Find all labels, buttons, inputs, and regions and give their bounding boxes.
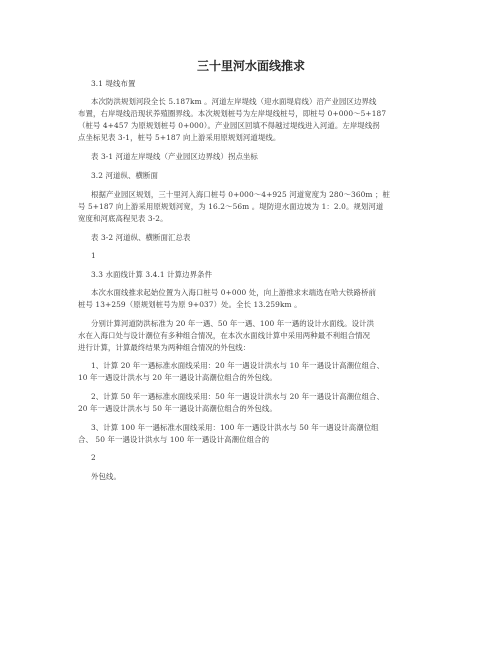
list-item-line: 合、 50 年一遇设计洪水与 100 年一遇设计高潮位组合的 — [78, 435, 270, 444]
paragraph-line: 根据产业园区规划，三十里河入海口桩号 0+000～4+925 河道宽度为 280～360m ；桩 — [91, 190, 390, 199]
section-heading: 3.1 堤线布置 — [91, 79, 136, 88]
table-caption: 表 3-1 河道左岸堤线（产业园区边界线）拐点坐标 — [91, 152, 258, 161]
list-item-line: 20 年一遇设计洪水与 50 年一遇设计高潮位组合的外包线。 — [78, 404, 277, 413]
paragraph-line: （桩号 4+457 为原规划桩号 0+000）。产业园区回填不得越过堤线进入河道。左岸堤线拐 — [78, 121, 380, 130]
list-item-line: 3、计算 100 年一遇标准水面线采用：100 年一遇设计洪水与 50 年一遇设计高潮位组 — [91, 423, 379, 432]
paragraph-line: 桩号 13+259（原规划桩号为原 9+037）处。全长 13.259km 。 — [78, 300, 302, 309]
paragraph-line: 点坐标见表 3-1，桩号 5+187 向上游采用原规划河道堤线。 — [78, 133, 281, 142]
table-caption: 表 3-2 河道纵、横断面汇总表 — [91, 233, 191, 242]
paragraph-line: 号 5+187 向上游采用原规划河宽，为 16.2～56m 。堤防迎水面边坡为 1：2.0。规划河道 — [78, 202, 384, 211]
paragraph-line: 布置，右岸堤线沿现状养殖圈界线。本次规划桩号为左岸堤线桩号，即桩号 0+000～5+187 — [78, 109, 387, 118]
paragraph-line: 进行计算，计算最终结果为两种组合情况的外包线： — [78, 343, 251, 352]
page-number: 1 — [91, 251, 96, 260]
list-item-line: 1、计算 20 年一遇标准水面线采用：20 年一遇设计洪水与 10 年一遇设计高潮位组合、 — [91, 361, 385, 370]
paragraph-line: 水在入海口处与设计潮位有多种组合情况，在本次水面线计算中采用两种最不利组合情况 — [78, 331, 371, 340]
page-number: 2 — [91, 453, 96, 462]
paragraph-line: 分别计算河道防洪标准为 20 年一遇、50 年一遇、100 年一遇的设计水面线。设计洪 — [91, 319, 375, 328]
paragraph-line: 本次防洪规划河段全长 5.187km 。河道左岸堤线（迎水面堤肩线）沿产业园区边界线 — [91, 97, 377, 106]
paragraph-line: 宽度和河底高程见表 3-2。 — [78, 214, 168, 223]
page-title: 三十里河水面线推求 — [196, 59, 305, 73]
list-item-line: 2、计算 50 年一遇标准水面线采用：50 年一遇设计洪水与 20 年一遇设计高潮位组合、 — [91, 392, 385, 401]
section-heading: 3.2 河道纵、横断面 — [91, 171, 158, 180]
list-item-line: 10 年一遇设计洪水与 20 年一遇设计高潮位组合的外包线。 — [78, 373, 277, 382]
paragraph-line: 本次水面线推求起始位置为入海口桩号 0+000 处，向上游推求末端选在哈大铁路桥前 — [91, 288, 377, 297]
paragraph-line: 外包线。 — [91, 472, 121, 481]
section-heading: 3.3 水面线计算 3.4.1 计算边界条件 — [91, 270, 213, 279]
